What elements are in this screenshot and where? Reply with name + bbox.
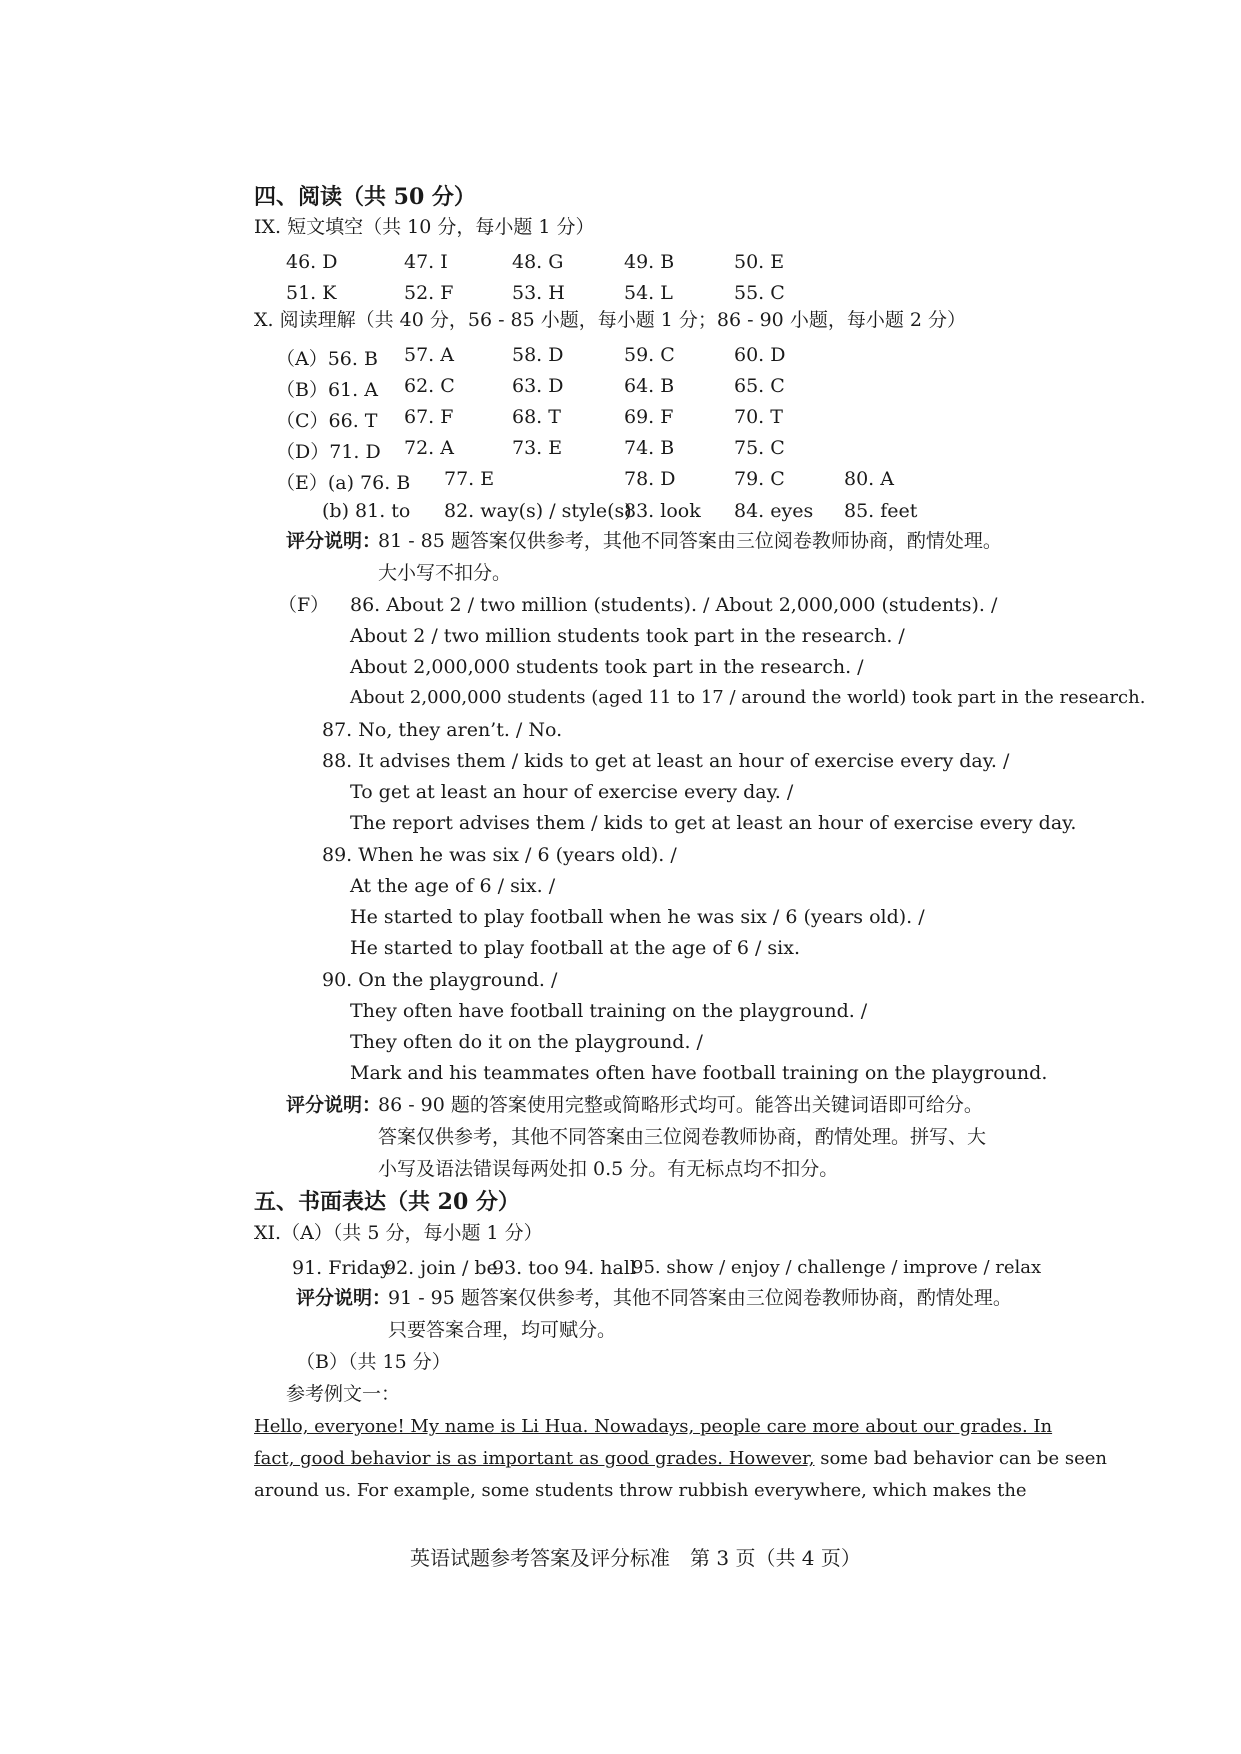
answer: 91. Friday bbox=[292, 1257, 391, 1279]
page-footer: 英语试题参考答案及评分标准 第 3 页（共 4 页） bbox=[410, 1546, 861, 1570]
part-f-label: （F） bbox=[278, 594, 330, 616]
answer: 77. E bbox=[444, 468, 495, 490]
answer: 85. feet bbox=[844, 500, 918, 522]
answer: 51. K bbox=[286, 282, 337, 304]
answer-line: The report advises them / kids to get at least an hour of exercise every day. bbox=[350, 812, 1077, 834]
answer: 79. C bbox=[734, 468, 785, 490]
answer: 63. D bbox=[512, 375, 564, 397]
answer: 93. too bbox=[492, 1257, 559, 1279]
answer: 80. A bbox=[844, 468, 894, 490]
section-title-reading: 四、阅读（共 50 分） bbox=[254, 184, 476, 210]
part-x-title: X. 阅读理解（共 40 分，56 - 85 小题，每小题 1 分；86 - 90 小题，每小题 2 分） bbox=[254, 309, 966, 331]
answer: 73. E bbox=[512, 437, 563, 459]
answer: 72. A bbox=[404, 437, 454, 459]
sample-essay-label: 参考例文一： bbox=[286, 1383, 401, 1405]
scoring-note-label: 评分说明： bbox=[296, 1287, 392, 1309]
answer: 65. C bbox=[734, 375, 785, 397]
answer: (b) 81. to bbox=[322, 500, 411, 522]
answer-line: They often have football training on the playground. / bbox=[350, 1000, 868, 1022]
answer: （A）56. B bbox=[276, 348, 378, 370]
answer-line: About 2,000,000 students (aged 11 to 17 / around the world) took part in the research. bbox=[350, 687, 1146, 708]
answer: 95. show / enjoy / challenge / improve / relax bbox=[632, 1257, 1042, 1278]
answer: （D）71. D bbox=[276, 441, 381, 463]
answer: 50. E bbox=[734, 251, 785, 273]
answer-line: To get at least an hour of exercise every day. / bbox=[350, 781, 794, 803]
answer: 60. D bbox=[734, 344, 786, 366]
answer: 49. B bbox=[624, 251, 675, 273]
answer-line: He started to play football at the age of 6 / six. bbox=[350, 937, 801, 959]
answer: 84. eyes bbox=[734, 500, 814, 522]
essay-line: around us. For example, some students throw rubbish everywhere, which makes the bbox=[254, 1480, 1027, 1501]
scoring-note-line: 只要答案合理，均可赋分。 bbox=[388, 1319, 617, 1341]
answer-line: 90. On the playground. / bbox=[322, 969, 558, 991]
answer: 54. L bbox=[624, 282, 673, 304]
scoring-note-line: 小写及语法错误每两处扣 0.5 分。有无标点均不扣分。 bbox=[378, 1158, 839, 1180]
answer: 92. join / be bbox=[384, 1257, 498, 1279]
answer: 67. F bbox=[404, 406, 454, 428]
answer: 70. T bbox=[734, 406, 783, 428]
part-xi-a-title: XI.（A）（共 5 分，每小题 1 分） bbox=[254, 1222, 543, 1244]
answer-line: 86. About 2 / two million (students). / About 2,000,000 (students). / bbox=[350, 594, 998, 616]
part-ix-title: IX. 短文填空（共 10 分，每小题 1 分） bbox=[254, 216, 595, 238]
answer: 59. C bbox=[624, 344, 675, 366]
answer: 58. D bbox=[512, 344, 564, 366]
answer: 62. C bbox=[404, 375, 455, 397]
answer: 52. F bbox=[404, 282, 454, 304]
answer: （C）66. T bbox=[276, 410, 378, 432]
scoring-note-label: 评分说明： bbox=[286, 530, 382, 552]
answer: 68. T bbox=[512, 406, 561, 428]
answer: 82. way(s) / style(s) bbox=[444, 500, 632, 522]
answer-line: 88. It advises them / kids to get at least an hour of exercise every day. / bbox=[322, 750, 1010, 772]
answer: （B）61. A bbox=[276, 379, 378, 401]
essay-line bbox=[254, 1448, 1107, 1469]
scoring-note-line: 86 - 90 题的答案使用完整或简略形式均可。能答出关键词语即可给分。 bbox=[378, 1094, 983, 1116]
answer: 47. I bbox=[404, 251, 448, 273]
answer: 53. H bbox=[512, 282, 565, 304]
essay-underlined-text: fact, good behavior is as important as good grades. However, bbox=[254, 1448, 815, 1469]
scoring-note-line: 答案仅供参考，其他不同答案由三位阅卷教师协商，酌情处理。拼写、大 bbox=[378, 1126, 987, 1148]
answer-line: 87. No, they aren’t. / No. bbox=[322, 719, 563, 741]
section-title-writing: 五、书面表达（共 20 分） bbox=[254, 1189, 520, 1215]
answer: 74. B bbox=[624, 437, 675, 459]
answer: 48. G bbox=[512, 251, 564, 273]
scoring-note-line: 大小写不扣分。 bbox=[378, 562, 512, 584]
part-xi-b-title: （B）（共 15 分） bbox=[296, 1351, 451, 1373]
essay-text: some bad behavior can be seen bbox=[814, 1448, 1107, 1469]
answer: 75. C bbox=[734, 437, 785, 459]
answer-line: About 2 / two million students took part in the research. / bbox=[350, 625, 905, 647]
essay-line: Hello, everyone! My name is Li Hua. Nowadays, people care more about our grades. In bbox=[254, 1416, 1053, 1437]
scoring-note-label: 评分说明： bbox=[286, 1094, 382, 1116]
scoring-note-line: 81 - 85 题答案仅供参考，其他不同答案由三位阅卷教师协商，酌情处理。 bbox=[378, 530, 1002, 552]
answer: 69. F bbox=[624, 406, 674, 428]
answer: 94. hall bbox=[564, 1257, 636, 1279]
answer: 64. B bbox=[624, 375, 675, 397]
answer: 57. A bbox=[404, 344, 454, 366]
answer-line: They often do it on the playground. / bbox=[350, 1031, 703, 1053]
answer: 83. look bbox=[624, 500, 701, 522]
answer-line: He started to play football when he was six / 6 (years old). / bbox=[350, 906, 925, 928]
answer-line: 89. When he was six / 6 (years old). / bbox=[322, 844, 677, 866]
answer: 55. C bbox=[734, 282, 785, 304]
answer: 46. D bbox=[286, 251, 338, 273]
answer-line: At the age of 6 / six. / bbox=[350, 875, 556, 897]
scoring-note-line: 91 - 95 题答案仅供参考，其他不同答案由三位阅卷教师协商，酌情处理。 bbox=[388, 1287, 1012, 1309]
answer-line: Mark and his teammates often have football training on the playground. bbox=[350, 1062, 1048, 1084]
answer-line: About 2,000,000 students took part in the research. / bbox=[350, 656, 864, 678]
answer: 78. D bbox=[624, 468, 676, 490]
answer: （E）(a) 76. B bbox=[276, 472, 411, 494]
